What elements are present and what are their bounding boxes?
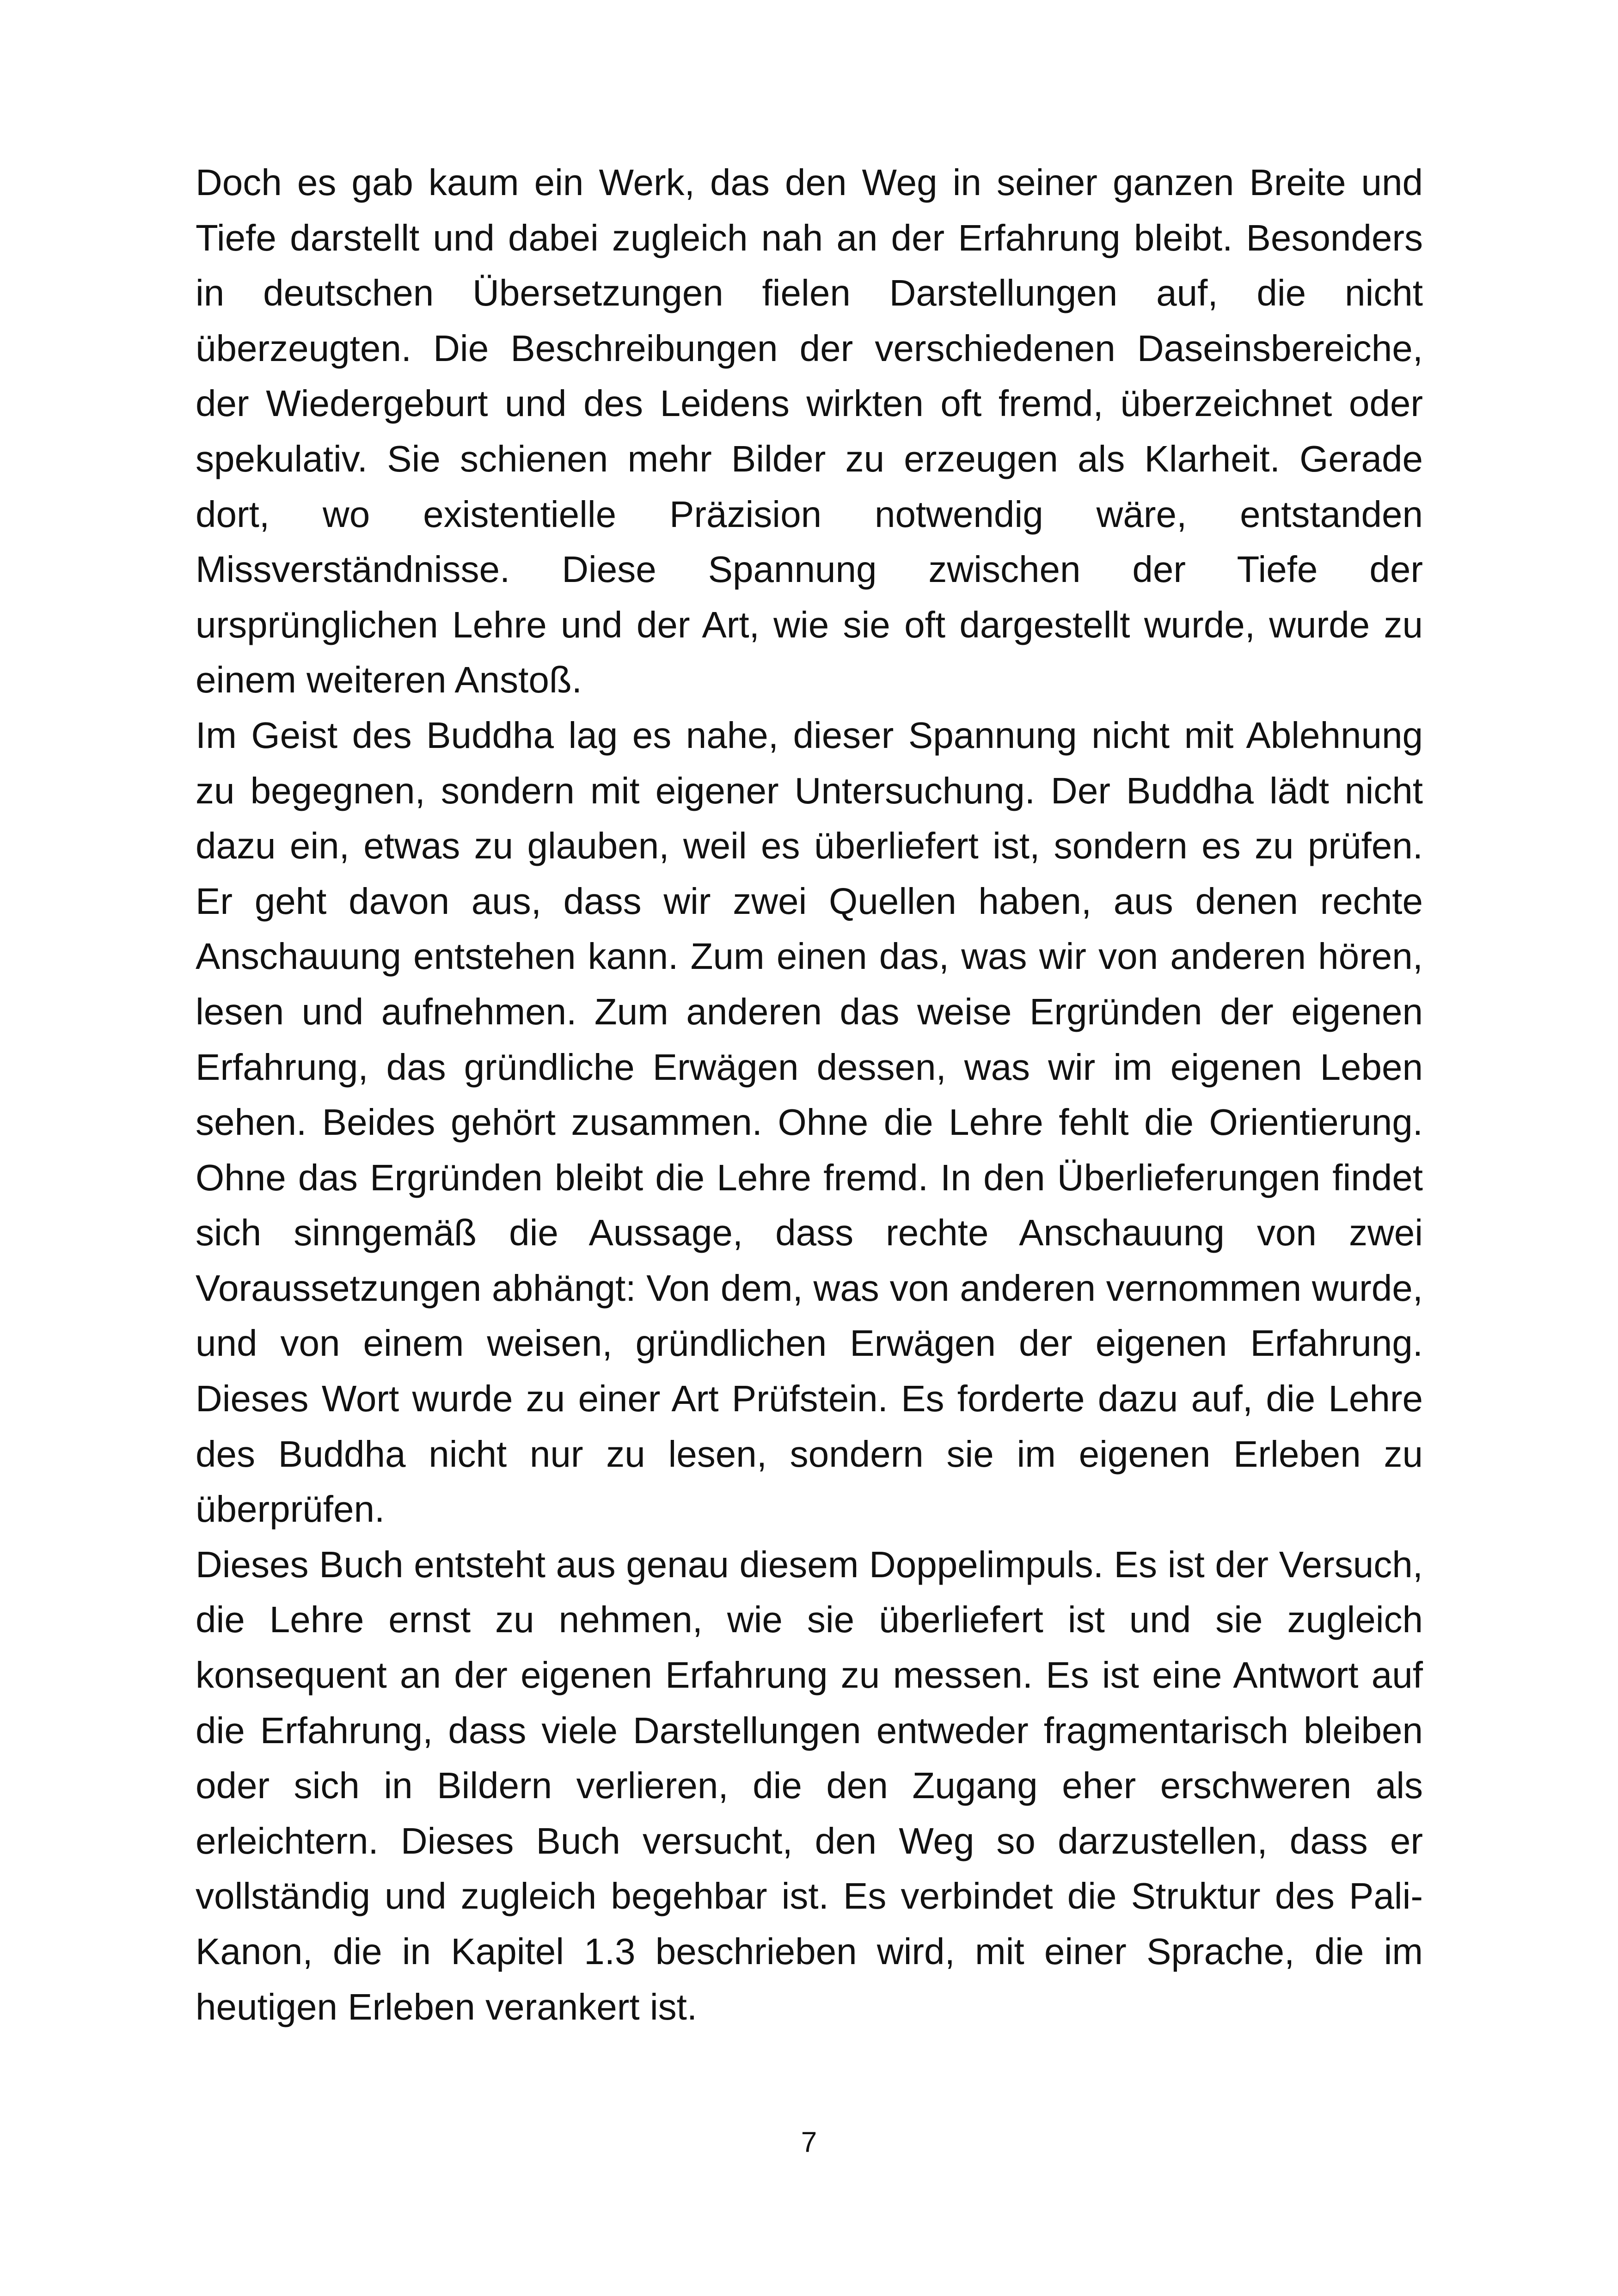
paragraph-1: Doch es gab kaum ein Werk, das den Weg in seiner ganzen Breite und Tiefe darstellt und dabei zugleich nah an der Erfahrung bleibt. Besonders in deutschen Übersetzungen fielen Darstellungen auf, die nicht überzeugten. Die Beschreibungen der verschiedenen Daseinsbereiche, der Wiedergeburt und des Leidens wirkten oft fremd, überzeichnet oder spekulativ. Sie schienen mehr Bilder zu erzeugen als Klarheit. Gerade dort, wo existentielle Präzision notwendig wäre, entstanden Missverständnisse. Diese Spannung zwischen der Tiefe der ursprünglichen Lehre und der Art, wie sie oft dargestellt wurde, wurde zu einem weiteren Anstoß.: [196, 162, 1423, 701]
paragraph-2: Im Geist des Buddha lag es nahe, dieser Spannung nicht mit Ablehnung zu begegnen, sondern mit eigener Untersuchung. Der Buddha lädt nicht dazu ein, etwas zu glauben, weil es überliefert ist, sondern es zu prüfen. Er geht davon aus, dass wir zwei Quellen haben, aus denen rechte Anschauung entstehen kann. Zum einen das, was wir von anderen hören, lesen und aufnehmen. Zum anderen das weise Ergründen der eigenen Erfahrung, das gründliche Erwägen dessen, was wir im eigenen Leben sehen. Beides gehört zusammen. Ohne die Lehre fehlt die Orientierung. Ohne das Ergründen bleibt die Lehre fremd. In den Überlieferungen findet sich sinngemäß die Aussage, dass rechte Anschauung von zwei Voraussetzungen abhängt: Von dem, was von anderen vernommen wurde, und von einem weisen, gründlichen Erwägen der eigenen Erfahrung. Dieses Wort wurde zu einer Art Prüfstein. Es forderte dazu auf, die Lehre des Buddha nicht nur zu lesen, sondern sie im eigenen Erleben zu überprüfen.: [196, 714, 1423, 1530]
page-number: 7: [801, 2126, 817, 2158]
body-text: [196, 155, 1423, 2034]
paragraph-3: Dieses Buch entsteht aus genau diesem Doppelimpuls. Es ist der Versuch, die Lehre ernst zu nehmen, wie sie überliefert ist und sie zugleich konsequent an der eigenen Erfahrung zu messen. Es ist eine Antwort auf die Erfahrung, dass viele Darstellungen entweder fragmentarisch bleiben oder sich in Bildern verlieren, die den Zugang eher erschweren als erleichtern. Dieses Buch versucht, den Weg so darzustellen, dass er vollständig und zugleich begehbar ist. Es verbindet die Struktur des Pali-Kanon, die in Kapitel 1.3 beschrieben wird, mit einer Sprache, die im heutigen Erleben verankert ist.: [196, 1543, 1423, 2027]
